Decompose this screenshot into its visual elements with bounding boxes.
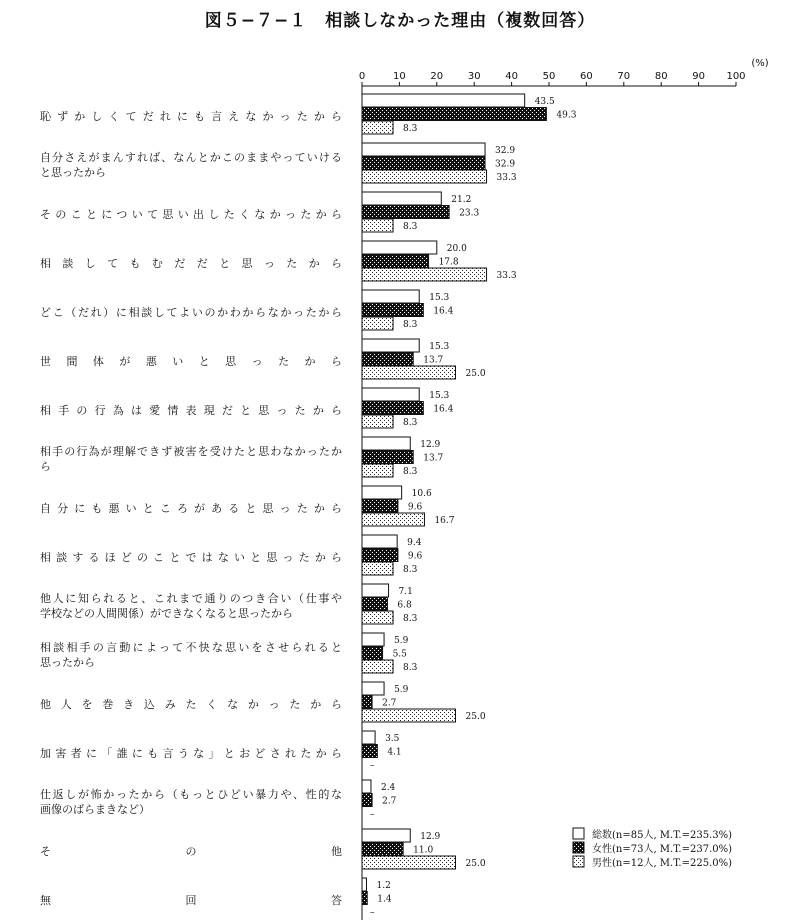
data-label: 32.9 (495, 146, 516, 156)
bar-男性-15 (362, 856, 456, 869)
x-tick-label: 70 (617, 71, 631, 82)
bar-総数-5 (362, 339, 419, 352)
bar-総数-15 (362, 829, 410, 842)
bar-総数-7 (362, 437, 410, 450)
category-label: 加害者に「誰にも言うな」とおどされたから (40, 747, 342, 760)
data-label: 8.3 (403, 418, 418, 428)
bar-男性-12 (362, 709, 456, 722)
data-label: 13.7 (423, 453, 444, 464)
data-label: 25.0 (465, 369, 486, 379)
legend-entry: 女性(n=73人, M.T.=237.0%) (592, 844, 733, 855)
data-label: 4.1 (387, 747, 402, 758)
x-tick-label: 30 (467, 71, 481, 82)
data-label: 33.3 (496, 173, 517, 183)
category-label: 画像のばらまきなど） (40, 803, 150, 816)
bar-総数-10 (362, 584, 389, 597)
x-tick-label: 60 (580, 71, 593, 82)
category-label: 思ったから (40, 656, 95, 669)
category-label: 学校などの人間関係）ができなくなると思ったから (40, 607, 293, 620)
chart-title: 図５−７−１ 相談しなかった理由（複数回答） (204, 11, 596, 31)
bar-男性-1 (362, 170, 487, 183)
bar-総数-11 (362, 633, 384, 646)
bar-女性-15 (362, 843, 403, 856)
data-label: 43.5 (534, 97, 555, 107)
category-label: ら (40, 460, 51, 473)
x-tick-label: 100 (726, 71, 746, 82)
category-label: 自分さえがまんすれば、なんとかこのままやっていける (40, 151, 342, 164)
bar-女性-13 (362, 745, 377, 758)
bar-女性-8 (362, 500, 398, 513)
data-label: 9.6 (407, 551, 423, 562)
category-label: 他人を巻き込みたくなかったから (40, 698, 342, 711)
bar-男性-3 (362, 268, 487, 281)
bar-女性-7 (362, 451, 413, 464)
data-label: 6.8 (397, 600, 412, 611)
bar-女性-10 (362, 598, 387, 611)
x-tick-label: 20 (430, 71, 444, 82)
data-label: 8.3 (403, 467, 418, 477)
x-tick-label: 10 (393, 71, 406, 82)
data-label: 11.0 (413, 845, 434, 856)
bar-女性-6 (362, 402, 423, 415)
data-label: 5.5 (392, 649, 407, 660)
bar-総数-0 (362, 94, 525, 107)
x-tick-label: 50 (542, 71, 556, 82)
data-label: 10.6 (411, 489, 432, 499)
bar-総数-14 (362, 780, 371, 793)
bar-女性-4 (362, 304, 423, 317)
data-label: 15.3 (429, 293, 450, 303)
data-label: 9.4 (407, 538, 422, 548)
data-label: 9.6 (407, 502, 423, 513)
bar-男性-9 (362, 562, 393, 575)
data-label: 25.0 (465, 859, 486, 869)
data-label: 13.7 (423, 355, 444, 366)
axis-unit-label: (%) (751, 58, 769, 69)
bar-男性-0 (362, 121, 393, 134)
data-label: 12.9 (420, 440, 441, 450)
data-label: 1.2 (376, 881, 391, 891)
bar-男性-2 (362, 219, 393, 232)
bar-総数-16 (362, 878, 366, 891)
bar-女性-1 (362, 157, 485, 170)
bar-総数-8 (362, 486, 402, 499)
data-label: – (370, 761, 375, 771)
data-label: 8.3 (403, 614, 418, 624)
category-label: 相手の行為は愛情表現だと思ったから (40, 404, 342, 417)
legend-swatch-女性 (573, 842, 584, 853)
bar-男性-5 (362, 366, 456, 379)
bar-女性-3 (362, 255, 429, 268)
data-label: 7.1 (398, 587, 413, 597)
category-label: 無回答 (40, 894, 342, 907)
bar-総数-12 (362, 682, 384, 695)
category-label: 相談するほどのことではないと思ったから (40, 551, 342, 564)
category-label: どこ（だれ）に相談してよいのかわからなかったから (40, 306, 342, 319)
data-label: 5.9 (394, 636, 409, 646)
bar-女性-9 (362, 549, 398, 562)
legend-entry: 総数(n=85人, M.T.=235.3%) (592, 830, 733, 841)
category-label: 相手の行為が理解できず被害を受けたと思わなかったか (40, 445, 342, 458)
bar-男性-11 (362, 660, 393, 673)
data-label: 33.3 (496, 271, 517, 281)
bar-男性-8 (362, 513, 424, 526)
data-label: 8.3 (403, 124, 418, 134)
bar-総数-13 (362, 731, 375, 744)
bar-女性-12 (362, 696, 372, 709)
x-tick-label: 90 (692, 71, 705, 82)
data-label: 2.4 (380, 783, 396, 793)
category-label: 相談してもむだだと思ったから (40, 257, 342, 270)
data-label: 49.3 (556, 110, 577, 121)
data-label: 16.4 (433, 306, 454, 317)
category-label: 相談相手の言動によって不快な思いをさせられると (40, 641, 342, 654)
bar-男性-4 (362, 317, 393, 330)
bar-総数-4 (362, 290, 419, 303)
data-label: – (370, 908, 375, 918)
category-label: 恥ずかしくてだれにも言えなかったから (40, 110, 342, 123)
bar-総数-2 (362, 192, 441, 205)
bar-男性-6 (362, 415, 393, 428)
data-label: 1.4 (377, 894, 392, 905)
data-label: 8.3 (403, 663, 418, 673)
data-label: 20.0 (446, 244, 467, 254)
bar-総数-6 (362, 388, 419, 401)
bar-男性-7 (362, 464, 393, 477)
category-label: 世間体が悪いと思ったから (40, 355, 342, 368)
category-label: その他 (40, 845, 342, 858)
bar-総数-9 (362, 535, 397, 548)
bar-女性-2 (362, 206, 449, 219)
bar-女性-11 (362, 647, 383, 660)
data-label: 17.8 (438, 257, 459, 268)
bar-女性-14 (362, 794, 372, 807)
category-label: 仕返しが怖かったから（もっとひどい暴力や、性的な (40, 788, 342, 801)
data-label: 8.3 (403, 320, 418, 330)
data-label: 15.3 (429, 391, 450, 401)
x-tick-label: 40 (505, 71, 518, 82)
data-label: 16.4 (433, 404, 454, 415)
category-label: と思ったから (40, 166, 106, 179)
data-label: 21.2 (451, 195, 472, 205)
data-label: 32.9 (495, 159, 516, 170)
data-label: 23.3 (459, 208, 480, 219)
data-label: 15.3 (429, 342, 450, 352)
legend-swatch-総数 (573, 828, 584, 839)
data-label: 5.9 (394, 685, 409, 695)
bar-女性-0 (362, 108, 546, 121)
bar-女性-16 (362, 892, 367, 905)
bar-総数-3 (362, 241, 437, 254)
legend-entry: 男性(n=12人, M.T.=225.0%) (592, 858, 733, 869)
x-tick-label: 0 (358, 71, 366, 82)
bar-総数-1 (362, 143, 485, 156)
data-label: 8.3 (403, 222, 418, 232)
data-label: 2.7 (382, 796, 397, 807)
category-label: 他人に知られると、これまで通りのつき合い（仕事や (40, 592, 342, 605)
bar-女性-5 (362, 353, 413, 366)
bar-男性-10 (362, 611, 393, 624)
data-label: 8.3 (403, 565, 418, 575)
data-label: 3.5 (385, 734, 400, 744)
legend-swatch-男性 (573, 856, 584, 867)
x-tick-label: 80 (654, 71, 668, 82)
data-label: 2.7 (382, 698, 397, 709)
data-label: – (370, 810, 375, 820)
data-label: 12.9 (420, 832, 441, 842)
data-label: 25.0 (465, 712, 486, 722)
category-label: 自分にも悪いところがあると思ったから (40, 502, 342, 515)
data-label: 16.7 (434, 516, 455, 526)
category-label: そのことについて思い出したくなかったから (40, 208, 342, 221)
